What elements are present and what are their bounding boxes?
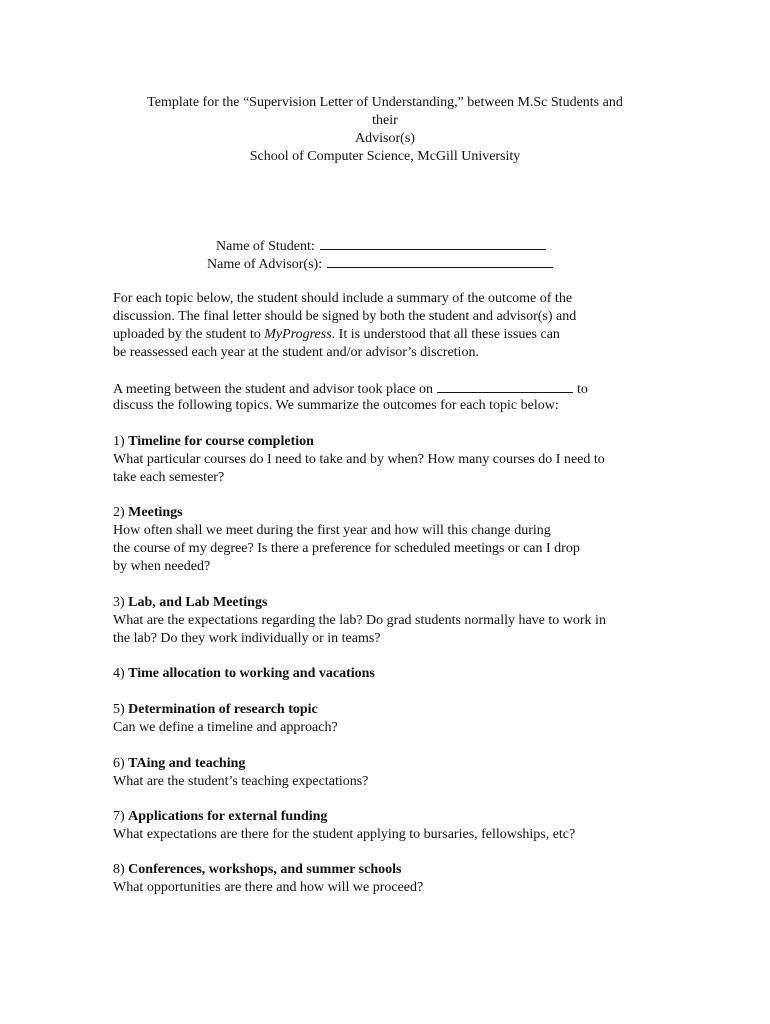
- topic-line: How often shall we meet during the first year and how will this change during: [113, 523, 551, 538]
- topic-2: [113, 504, 653, 576]
- topic-body: [113, 612, 653, 648]
- topic-line: What particular courses do I need to take and by when? How many courses do I need to: [113, 452, 605, 467]
- topic-body: [113, 879, 653, 897]
- topic-line: take each semester?: [113, 470, 225, 485]
- topic-title: [113, 701, 653, 719]
- topic-heading: TAing and teaching: [128, 756, 246, 771]
- topic-heading: Time allocation to working and vacations: [128, 666, 375, 681]
- header-title-line-1: Template for the “Supervision Letter of Understanding,” between M.Sc Students and: [147, 95, 623, 110]
- topic-line: What expectations are there for the student applying to bursaries, fellowships, etc?: [113, 827, 576, 842]
- advisor-name-row: [0, 254, 770, 272]
- meeting-paragraph: [113, 379, 653, 415]
- topic-7: [113, 808, 653, 844]
- intro-line-4: be reassessed each year at the student and/or advisor’s discretion.: [113, 345, 479, 360]
- intro-line-2: discussion. The final letter should be signed by both the student and advisor(s) and: [113, 309, 577, 324]
- topic-number: 6): [113, 756, 125, 771]
- intro-line-3-pre: uploaded by the student to: [113, 327, 265, 342]
- topic-title: [113, 504, 653, 522]
- document-header: [0, 94, 770, 166]
- topic-line: What are the expectations regarding the lab? Do grad students normally have to work in: [113, 613, 606, 628]
- topic-body: [113, 451, 653, 487]
- topic-line: the course of my degree? Is there a preference for scheduled meetings or can I drop: [113, 541, 580, 556]
- topic-body: [113, 719, 653, 737]
- topic-1: [113, 433, 653, 487]
- topic-number: 8): [113, 862, 125, 877]
- topic-line: What opportunities are there and how will we proceed?: [113, 880, 424, 895]
- topic-number: 7): [113, 809, 125, 824]
- topic-body: [113, 773, 653, 791]
- topic-line: by when needed?: [113, 559, 211, 574]
- topic-body: [113, 826, 653, 844]
- topic-title: [113, 665, 653, 683]
- meeting-line-1-pre: A meeting between the student and advisor took place on: [113, 382, 433, 397]
- topic-title: [113, 861, 653, 879]
- topic-heading: Meetings: [128, 505, 183, 520]
- header-title-line-2: their: [372, 113, 398, 128]
- meeting-line-1: [113, 379, 653, 397]
- topic-line: the lab? Do they work individually or in teams?: [113, 631, 381, 646]
- topic-3: [113, 594, 653, 648]
- intro-paragraph: [113, 290, 653, 362]
- topic-number: 4): [113, 666, 125, 681]
- header-school-line: School of Computer Science, McGill University: [249, 149, 521, 164]
- topic-8: [113, 861, 653, 897]
- topic-line: Can we define a timeline and approach?: [113, 720, 338, 735]
- student-name-label: Name of Student:: [216, 239, 315, 254]
- name-fields: [0, 236, 770, 272]
- topic-title: [113, 594, 653, 612]
- advisor-name-label: Name of Advisor(s):: [207, 257, 323, 272]
- meeting-line-1-post: to: [576, 382, 588, 397]
- meeting-date-blank[interactable]: [437, 379, 573, 393]
- intro-line-1: For each topic below, the student should include a summary of the outcome of the: [113, 291, 573, 306]
- topic-line: What are the student’s teaching expectations?: [113, 774, 369, 789]
- topic-title: [113, 808, 653, 826]
- topic-number: 3): [113, 595, 125, 610]
- intro-line-3: [113, 326, 653, 344]
- advisor-name-blank[interactable]: [327, 254, 553, 268]
- myprogress-name: MyProgress: [264, 327, 332, 342]
- topic-title: [113, 755, 653, 773]
- topic-5: [113, 701, 653, 737]
- topic-heading: Determination of research topic: [128, 702, 318, 717]
- topic-heading: Lab, and Lab Meetings: [128, 595, 268, 610]
- topic-number: 5): [113, 702, 125, 717]
- topic-title: [113, 433, 653, 451]
- topic-number: 1): [113, 434, 125, 449]
- topic-number: 2): [113, 505, 125, 520]
- student-name-row: [0, 236, 770, 254]
- intro-line-3-post: . It is understood that all these issues can: [331, 327, 560, 342]
- topic-heading: Applications for external funding: [128, 809, 328, 824]
- topic-6: [113, 755, 653, 791]
- topic-body: [113, 522, 653, 576]
- topic-heading: Conferences, workshops, and summer schools: [128, 862, 402, 877]
- topic-heading: Timeline for course completion: [128, 434, 314, 449]
- header-title-line-3: Advisor(s): [355, 131, 415, 146]
- meeting-line-2: discuss the following topics. We summarize the outcomes for each topic below:: [113, 398, 559, 413]
- topic-4: [113, 665, 653, 683]
- student-name-blank[interactable]: [320, 236, 546, 250]
